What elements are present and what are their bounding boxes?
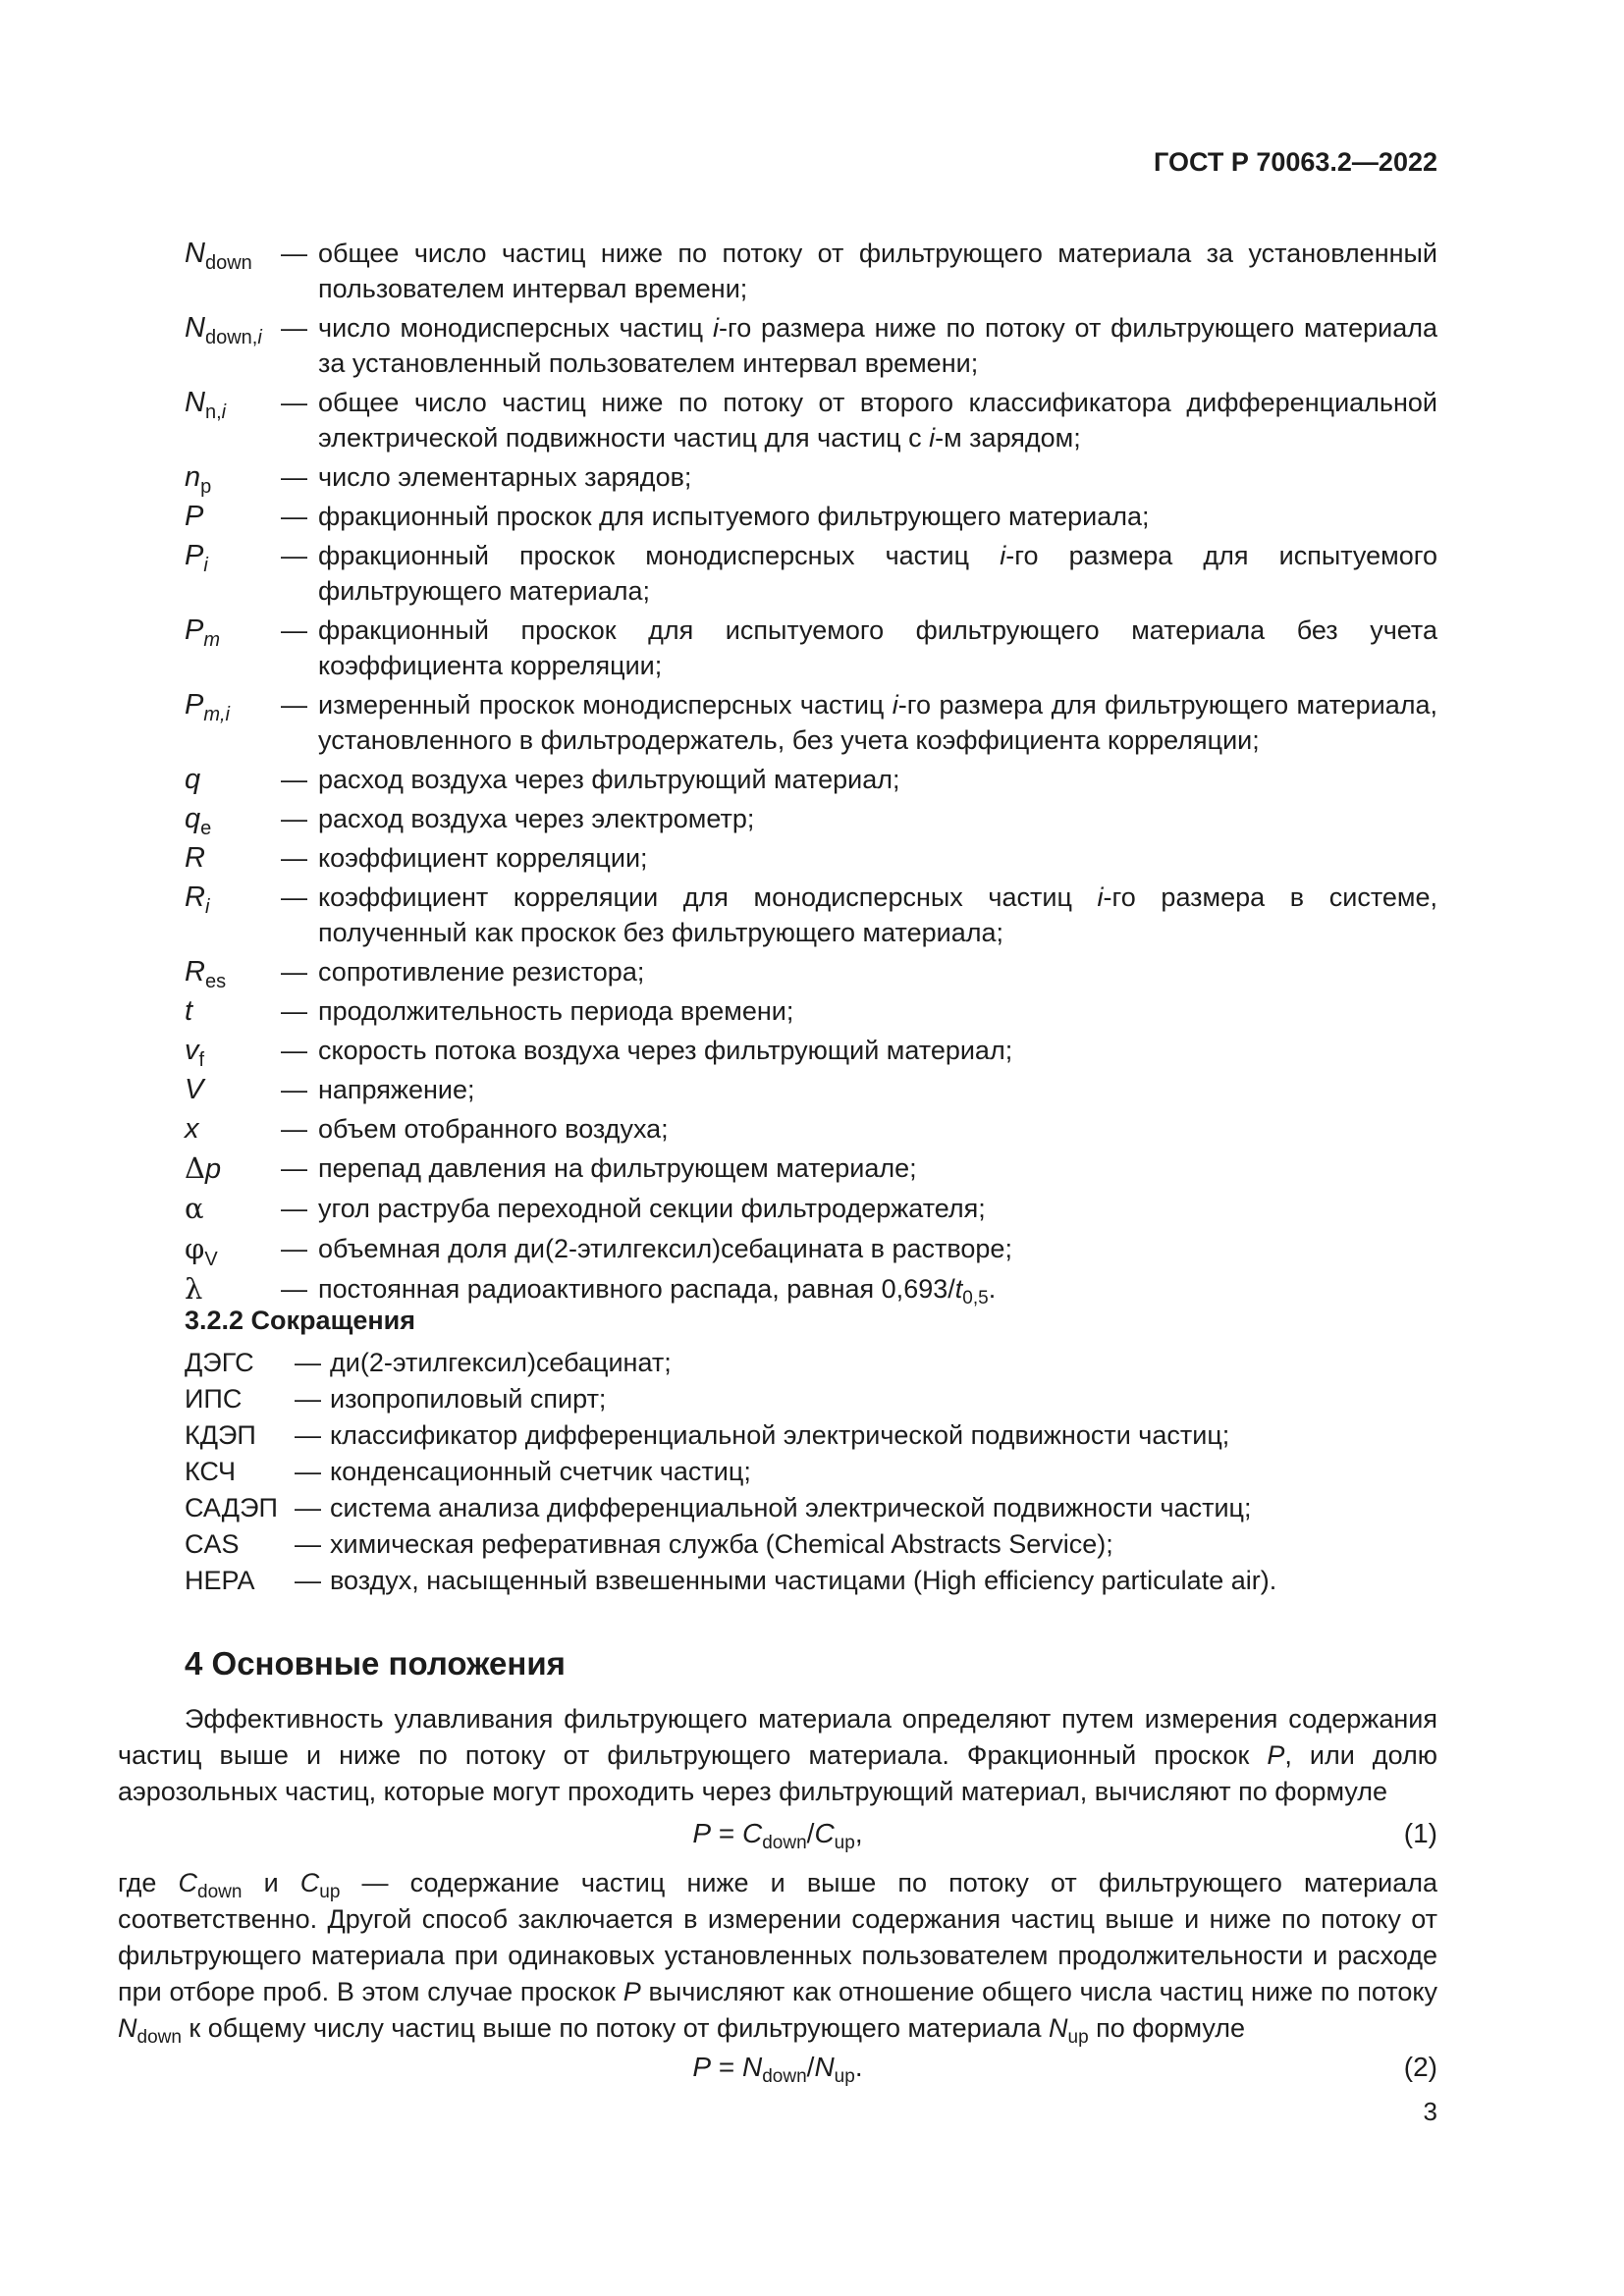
dash: — — [281, 690, 307, 720]
symbol-row — [185, 840, 1437, 876]
dash: — — [281, 462, 307, 492]
dash: — — [281, 843, 307, 873]
symbol-row — [185, 499, 1437, 534]
symbol: $n_p$ — [185, 461, 212, 498]
symbol-row — [185, 954, 1437, 992]
symbol: $q_e$ — [185, 803, 212, 839]
formula-2-expression: $P = N_{down}/N_{up}$. — [692, 2052, 863, 2087]
symbol-row — [185, 1111, 1437, 1147]
dash: — — [281, 1036, 307, 1065]
symbol-description: коэффициент корреляции для монодисперсных частиц i-го размера в системе, полученный как проскок без фильтрующего материала; — [318, 882, 1437, 947]
symbol-description: коэффициент корреляции; — [318, 843, 648, 873]
dash: — — [295, 1493, 321, 1522]
paragraph-subscript: down — [136, 2027, 182, 2048]
paragraph-italic: C — [299, 1868, 320, 1897]
dash: — — [281, 313, 307, 343]
dash: — — [295, 1566, 321, 1595]
symbol-row — [185, 613, 1437, 683]
symbol-description: постоянная радиоактивного распада, равная $0,693/t_{0,5}$. — [318, 1274, 997, 1308]
dash: — — [281, 615, 307, 645]
symbol: $R_i$ — [185, 881, 210, 918]
symbol: α — [185, 1192, 204, 1225]
dash: — — [281, 1274, 307, 1304]
abbreviation: ИПС — [185, 1384, 243, 1414]
symbol-description: число элементарных зарядов; — [318, 462, 692, 492]
formula-italic: N — [742, 2052, 763, 2082]
paragraph-italic: N — [118, 2013, 137, 2043]
symbol-description: перепад давления на фильтрующем материале; — [318, 1153, 917, 1183]
symbol-description-italic: i — [1000, 541, 1006, 570]
symbol-description: напряжение; — [318, 1075, 475, 1104]
symbol-row — [185, 1191, 1437, 1227]
symbol-description-subscript: 0,5 — [962, 1288, 989, 1308]
dash: — — [281, 882, 307, 912]
paragraph-italic: P — [623, 1977, 641, 2006]
abbreviation: КСЧ — [185, 1457, 237, 1486]
abbreviations-list — [185, 1345, 1437, 1599]
symbol-description-italic: i — [929, 423, 936, 453]
symbol: $P_i$ — [185, 540, 208, 576]
abbreviation: ДЭГС — [185, 1348, 254, 1377]
symbol-row — [185, 801, 1437, 839]
abbreviation-description: воздух, насыщенный взвешенными частицами (High efficiency particulate air). — [330, 1566, 1277, 1595]
symbol-description: фракционный проскок монодисперсных частиц i-го размера для испытуемого фильтрующего материала; — [318, 541, 1437, 606]
formula-subscript: up — [834, 2066, 855, 2087]
symbol-row — [185, 538, 1437, 609]
symbol: q — [185, 764, 201, 795]
symbol: $N_{down}$ — [185, 238, 252, 274]
dash: — — [281, 804, 307, 833]
paragraph-intro: Эффективность улавливания фильтрующего материала определяют путем измерения содержания частиц выше и ниже по потоку от фильтрующего материала. Фракционный проскок P, или долю аэрозольных частиц, которые могут проходить через фильтрующий материал, вычисляют по формуле — [118, 1704, 1437, 1806]
abbreviation: CAS — [185, 1529, 240, 1559]
abbreviation-row — [185, 1417, 1437, 1454]
abbreviation-description: система анализа дифференциальной электрической подвижности частиц; — [330, 1493, 1252, 1522]
abbreviation-row — [185, 1381, 1437, 1417]
dash: — — [281, 1234, 307, 1263]
symbol-description: скорость потока воздуха через фильтрующий материал; — [318, 1036, 1013, 1065]
paragraph-subscript: up — [319, 1882, 341, 1902]
symbol: $R_{es}$ — [185, 956, 227, 992]
symbol-description-italic: i — [712, 313, 719, 343]
document-code: ГОСТ Р 70063.2—2022 — [1154, 147, 1437, 177]
abbreviation-row — [185, 1490, 1437, 1526]
symbol-row — [185, 687, 1437, 758]
dash: — — [281, 239, 307, 268]
symbol-row — [185, 1150, 1437, 1187]
abbreviation: САДЭП — [185, 1493, 278, 1522]
symbol-row — [185, 236, 1437, 306]
formula-1 — [118, 1818, 1437, 1857]
symbol-description-italic: i — [1097, 882, 1104, 912]
symbol: $P_m$ — [185, 614, 221, 651]
symbol-row — [185, 880, 1437, 950]
abbreviation-row — [185, 1526, 1437, 1563]
dash: — — [281, 1114, 307, 1144]
abbreviation-row — [185, 1454, 1437, 1490]
dash: — — [281, 1153, 307, 1183]
abbreviation-description: классификатор дифференциальной электрической подвижности частиц; — [330, 1420, 1230, 1450]
abbreviation-description: ди(2-этилгексил)себацинат; — [330, 1348, 672, 1377]
dash: — — [281, 502, 307, 531]
abbreviation: HEPA — [185, 1566, 255, 1595]
paragraph-italic: P — [1267, 1740, 1285, 1770]
symbol-row — [185, 1271, 1437, 1308]
paragraph-italic: N — [1049, 2013, 1068, 2043]
formula-italic: C — [814, 1818, 835, 1848]
dash: — — [281, 957, 307, 987]
dash: — — [295, 1420, 321, 1450]
symbol: V — [185, 1074, 204, 1105]
symbol-description-italic: t — [954, 1274, 963, 1304]
abbreviation: КДЭП — [185, 1420, 256, 1450]
symbol-description: расход воздуха через электрометр; — [318, 804, 755, 833]
formula-2 — [118, 2052, 1437, 2091]
abbreviation-row — [185, 1563, 1437, 1599]
abbreviation-description: химическая реферативная служба (Chemical Abstracts Service); — [330, 1529, 1113, 1559]
dash: — — [281, 996, 307, 1026]
abbreviation-description: конденсационный счетчик частиц; — [330, 1457, 751, 1486]
abbreviation-row — [185, 1345, 1437, 1381]
symbol-row — [185, 993, 1437, 1029]
symbol: Δp — [185, 1151, 222, 1185]
formula-1-expression: $P = C_{down}/C_{up}$, — [692, 1818, 863, 1853]
symbol: $\varphi_V$ — [185, 1232, 218, 1270]
abbreviations-title: 3.2.2 Сокращения — [185, 1306, 416, 1335]
symbols-list — [185, 236, 1437, 1311]
symbol-description: фракционный проскок для испытуемого фильтрующего материала без учета коэффициента корреляции; — [318, 615, 1437, 680]
formula-italic: C — [742, 1818, 763, 1848]
formula-italic: P — [692, 2052, 712, 2082]
symbol: $N_{n,i}$ — [185, 387, 227, 423]
symbol: $P_{m,i}$ — [185, 689, 231, 725]
symbol-description-italic: i — [892, 690, 898, 720]
dash: — — [295, 1348, 321, 1377]
dash: — — [295, 1384, 321, 1414]
symbol-description: фракционный проскок для испытуемого фильтрующего материала; — [318, 502, 1150, 531]
symbol: $v_f$ — [185, 1035, 205, 1071]
symbol-row — [185, 1231, 1437, 1270]
page-number: 3 — [1423, 2097, 1437, 2126]
symbol: P — [185, 501, 204, 532]
symbol-description: число монодисперсных частиц i-го размера ниже по потоку от фильтрующего материала за установленный пользователем интервал времени; — [318, 313, 1437, 378]
symbol-description: объемная доля ди(2-этилгексил)себацината в растворе; — [318, 1234, 1012, 1263]
formula-subscript: up — [834, 1833, 855, 1853]
dash: — — [295, 1529, 321, 1559]
dash: — — [281, 1194, 307, 1223]
dash: — — [295, 1457, 321, 1486]
dash: — — [281, 1075, 307, 1104]
formula-subscript: down — [762, 2066, 807, 2087]
symbol-description: расход воздуха через фильтрующий материал; — [318, 765, 900, 794]
symbol-description: общее число частиц ниже по потоку от второго классификатора дифференциальной электрической подвижности частиц для частиц с i-м зарядом; — [318, 388, 1437, 453]
symbol: $N_{down,i}$ — [185, 312, 262, 348]
formula-italic: N — [814, 2052, 835, 2082]
formula-2-number: (2) — [1403, 2052, 1437, 2082]
paragraph-explanation: где $C_{down}$ и $C_{up}$ — содержание частиц ниже и выше по потоку от фильтрующего материала соответственно. Другой способ заключается в измерении содержания частиц выше и ниже по потоку от фильтрующего материала при одинаковых установленных пользователем продолжительности и расходе при отборе проб. В этом случае проскок P вычисляют как отношение общего числа частиц ниже по потоку $N_{down}$ к общему числу частиц выше по потоку от фильтрующего материала $N_{up}$ по формуле — [118, 1868, 1437, 2048]
symbol: R — [185, 842, 205, 874]
abbreviation-description: изопропиловый спирт; — [330, 1384, 607, 1414]
symbol-row — [185, 1072, 1437, 1107]
dash: — — [281, 388, 307, 417]
symbol-description: общее число частиц ниже по потоку от фильтрующего материала за установленный пользователем интервал времени; — [318, 239, 1437, 303]
symbol-row — [185, 1033, 1437, 1071]
symbol-description: измеренный проскок монодисперсных частиц i-го размера для фильтрующего материала, установленного в фильтродержатель, без учета коэффициента корреляции; — [318, 690, 1437, 755]
symbol: t — [185, 995, 193, 1027]
symbol: λ — [185, 1272, 203, 1306]
symbol-row — [185, 385, 1437, 455]
paragraph-subscript: down — [197, 1882, 243, 1902]
symbol-description: объем отобранного воздуха; — [318, 1114, 669, 1144]
formula-1-number: (1) — [1403, 1818, 1437, 1848]
section-title: 4 Основные положения — [185, 1645, 566, 1682]
symbol-description: продолжительность периода времени; — [318, 996, 794, 1026]
formula-subscript: down — [762, 1833, 807, 1853]
symbol-row — [185, 762, 1437, 797]
paragraph-italic: C — [178, 1868, 198, 1897]
dash: — — [281, 765, 307, 794]
symbol-description: сопротивление резистора; — [318, 957, 645, 987]
dash: — — [281, 541, 307, 570]
symbol-row — [185, 310, 1437, 381]
symbol-description: угол раструба переходной секции фильтродержателя; — [318, 1194, 986, 1223]
paragraph-subscript: up — [1067, 2027, 1089, 2048]
symbol: x — [185, 1113, 199, 1145]
formula-italic: P — [692, 1818, 712, 1848]
symbol-row — [185, 459, 1437, 498]
